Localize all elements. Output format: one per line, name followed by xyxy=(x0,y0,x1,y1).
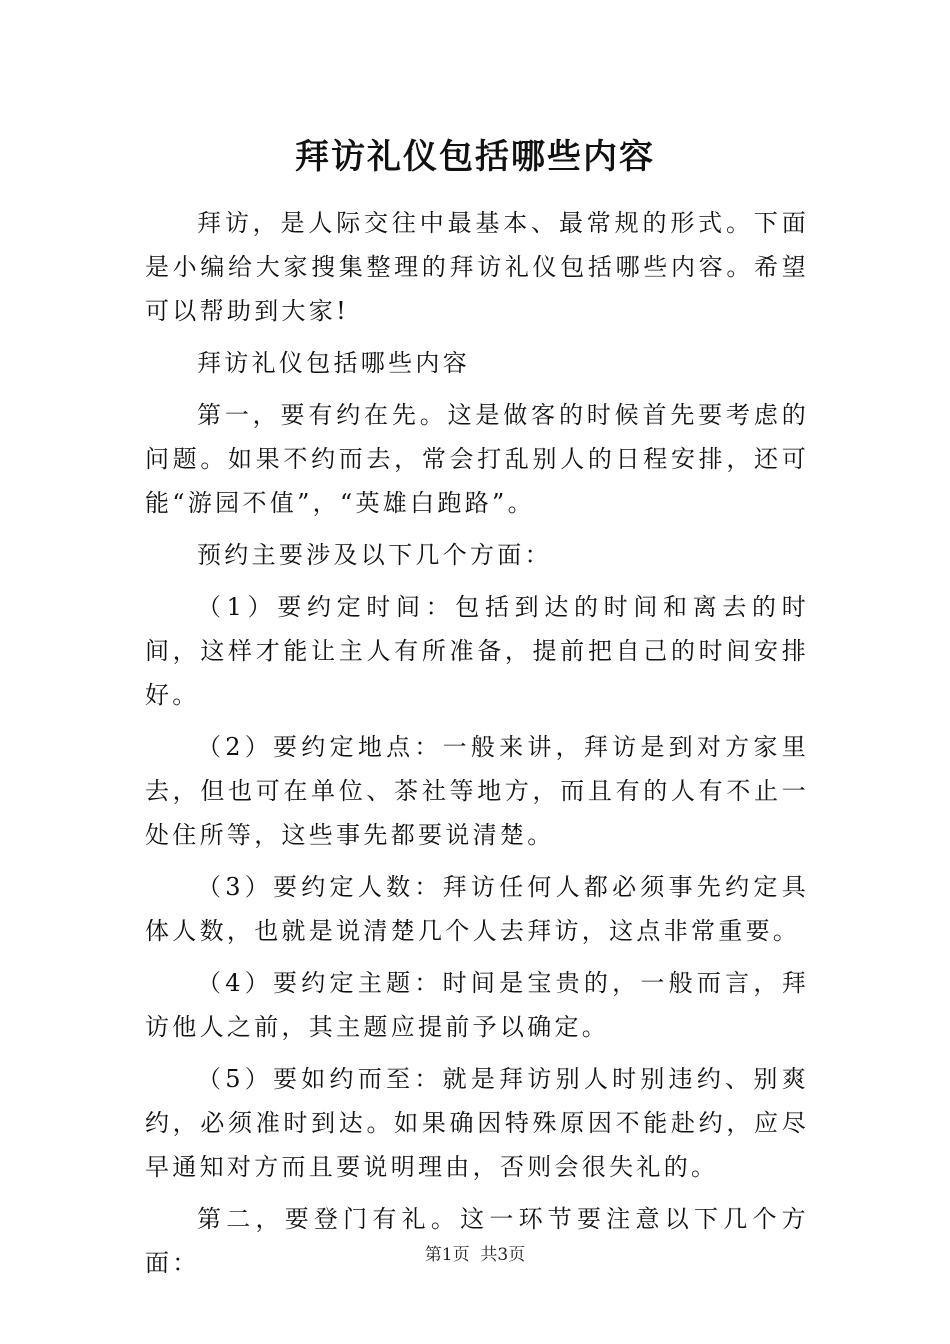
document-body xyxy=(145,201,809,1293)
paragraph-second-point: 第二，要登门有礼。这一环节要注意以下几个方面： xyxy=(145,1205,809,1277)
page-number-label: 第1页 共3页 xyxy=(424,1245,526,1265)
page-footer xyxy=(0,1243,950,1267)
paragraph-intro: 拜访，是人际交往中最基本、最常规的形式。下面是小编给大家搜集整理的拜访礼仪包括哪些内容。希望可以帮助到大家! xyxy=(145,209,809,325)
document-title: 拜访礼仪包括哪些内容 xyxy=(295,137,655,177)
paragraph-item-1: （1）要约定时间：包括到达的时间和离去的时间，这样才能让主人有所准备，提前把自己的时间安排好。 xyxy=(145,593,809,709)
paragraph-subheading: 拜访礼仪包括哪些内容 xyxy=(197,349,470,377)
paragraph-item-3: （3）要约定人数：拜访任何人都必须事先约定具体人数，也就是说清楚几个人去拜访，这点非常重要。 xyxy=(145,873,809,945)
paragraph-appointment-aspects: 预约主要涉及以下几个方面： xyxy=(197,541,552,569)
paragraph-first-point: 第一，要有约在先。这是做客的时候首先要考虑的问题。如果不约而去，常会打乱别人的日程安排，还可能“游园不值”，“英雄白跑路”。 xyxy=(145,401,809,517)
paragraph-item-5: （5）要如约而至：就是拜访别人时别违约、别爽约，必须准时到达。如果确因特殊原因不能赴约，应尽早通知对方而且要说明理由，否则会很失礼的。 xyxy=(145,1065,809,1181)
paragraph-item-4: （4）要约定主题：时间是宝贵的，一般而言，拜访他人之前，其主题应提前予以确定。 xyxy=(145,969,809,1041)
paragraph-item-2: （2）要约定地点：一般来讲，拜访是到对方家里去，但也可在单位、茶社等地方，而且有的人有不止一处住所等，这些事先都要说清楚。 xyxy=(145,733,809,849)
